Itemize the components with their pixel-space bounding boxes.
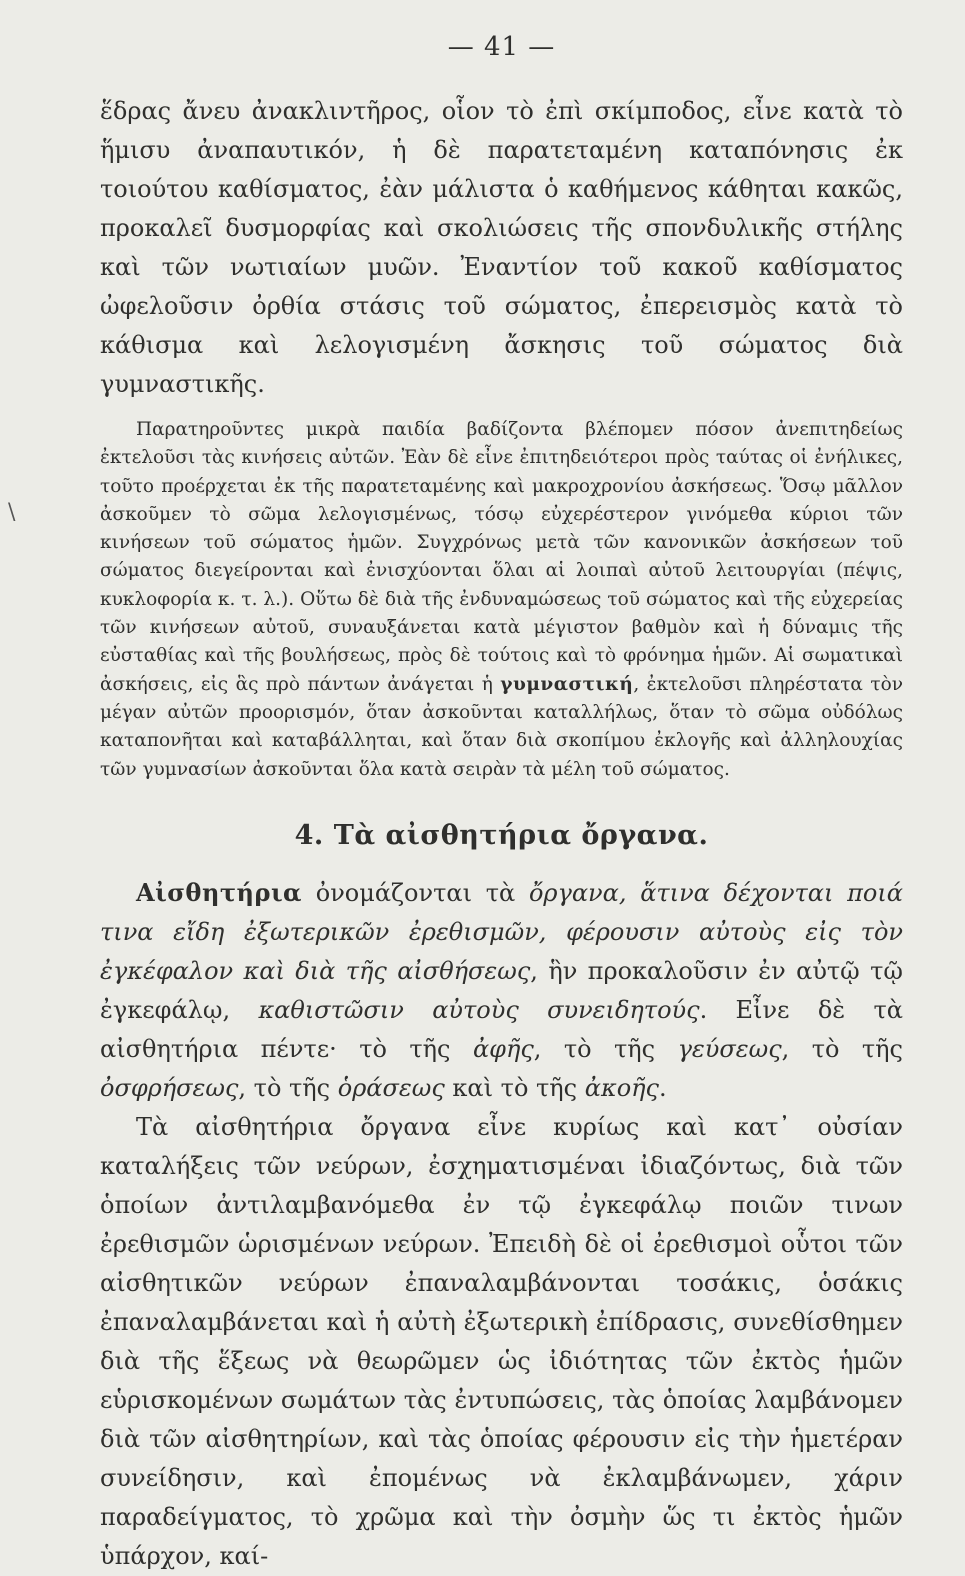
para1-text-3: . Εἶνε δὲ τὰ αἰσθητήρια πέντε· τὸ τῆς — [100, 995, 904, 1063]
hearing-term: ἀκοῆς — [584, 1073, 659, 1102]
margin-pencil-mark: \ — [8, 500, 16, 525]
section-heading: 4. Τὰ αἰσθητήρια ὄργανα. — [294, 819, 709, 851]
para1-text-2: , ἣν προκαλοῦσιν ἐν αὐτῷ τῷ ἐγκεφάλῳ, — [100, 956, 903, 1024]
para1-text-1: ὀνομάζονται τὰ — [302, 878, 529, 907]
sense-organs-term: Αἰσθητήρια — [136, 877, 303, 907]
intro-paragraph: ἕδρας ἄνευ ἀνακλιντῆρος, οἷον τὸ ἐπὶ σκίμποδος, εἶνε κατὰ τὸ ἥμισυ ἀναπαυτικόν, ἡ δὲ παρατεταμένη καταπόνησις ἐκ τοιούτου καθίσματος, ἐὰν μάλιστα ὁ καθήμενος κάθηται κακῶς, προκαλεῖ δυσμορφίας καὶ σκολιώσεις τῆς σπονδυλικῆς στήλης καὶ τῶν νωτιαίων μυῶν. Ἐναντίον τοῦ κακοῦ καθίσματος ὠφελοῦσιν ὀρθία στάσις τοῦ σώματος, ἐπερεισμὸς κατὰ τὸ κάθισμα καὶ λελογισμένη ἄσκησις τοῦ σώματος διὰ γυμναστικῆς. — [100, 97, 903, 398]
sight-term: ὁράσεως — [337, 1073, 445, 1102]
page-number: — 41 — — [447, 32, 556, 62]
smell-term: ὀσφρήσεως — [100, 1073, 239, 1102]
sense-organs-definition-paragraph — [100, 873, 903, 1108]
gymnastics-term: γυμναστική — [500, 673, 634, 695]
para1-text-8: . — [658, 1073, 667, 1102]
small-paragraph-text-2: , ἐκτελοῦσι πληρέστατα τὸν μέγαν αὐτῶν προορισμόν, ὅταν ἀσκοῦνται καταλλήλως, ὅταν τὸ σῶμα οὐδόλως καταπονῆται καὶ καταβάλληται, καὶ ὅταν διὰ σκοπίμου ἐκλογῆς καὶ ἀλληλουχίας τῶν γυμνασίων ἀσκοῦνται ὅλα κατὰ σειρὰν τὰ μέλη τοῦ σώματος. — [100, 673, 904, 780]
sense-organs-nerves-paragraph: Τὰ αἰσθητήρια ὄργανα εἶνε κυρίως καὶ κατ᾽ οὐσίαν καταλήξεις τῶν νεύρων, ἐσχηματισμέναι ἰδιαζόντως, διὰ τῶν ὁποίων ἀντιλαμβανόμεθα ἐν τῷ ἐγκεφάλῳ ποιῶν τινων ἐρεθισμῶν ὡρισμένων νεύρων. Ἐπειδὴ δὲ οἱ ἐρεθισμοὶ οὗτοι τῶν αἰσθητικῶν νεύρων ἐπαναλαμβάνονται τοσάκις, ὁσάκις ἐπαναλαμβάνεται καὶ ἡ αὐτὴ ἐξωτερικὴ ἐπίδρασις, συνεθίσθημεν διὰ τῆς ἕξεως νὰ θεωρῶμεν ὡς ἰδιότητας τῶν ἐκτὸς ἡμῶν εὑρισκομένων σωμάτων τὰς ἐντυπώσεις, τὰς ὁποίας λαμβάνομεν διὰ τῶν αἰσθητηρίων, καὶ τὰς ὁποίας φέρουσιν εἰς τὴν ἡμετέραν συνείδησιν, καὶ ἐπομένως νὰ ἐκλαμβάνωμεν, χάριν παραδείγματος, τὸ χρῶμα καὶ τὴν ὀσμὴν ὥς τι ἐκτὸς ἡμῶν ὑπάρχον, καί- — [100, 1112, 903, 1570]
para1-text-5: , τὸ τῆς — [781, 1034, 903, 1063]
para1-text-7: καὶ τὸ τῆς — [444, 1073, 585, 1102]
para1-text-4: , τὸ τῆς — [533, 1034, 678, 1063]
small-paragraph-text-1: Παρατηροῦντες μικρὰ παιδία βαδίζοντα βλέπομεν πόσον ἀνεπιτηδείως ἐκτελοῦσι τὰς κινήσεις αὐτῶν. Ἐὰν δὲ εἶνε ἐπιτηδειότεροι πρὸς ταύτας οἱ ἐνήλικες, τοῦτο προέρχεται ἐκ τῆς παρατεταμένης καὶ μακροχρονίου ἀσκήσεως. Ὅσῳ μᾶλλον ἀσκοῦμεν τὸ σῶμα λελογισμένως, τόσῳ εὐχερέστερον γινόμεθα κύριοι τῶν κινήσεων τοῦ σώματος ἡμῶν. Συγχρόνως μετὰ τῶν κανονικῶν ἀσκήσεων τοῦ σώματος διεγείρονται καὶ ἐνισχύονται ὅλαι αἱ λοιπαὶ αὐτοῦ λειτουργίαι (πέψις, κυκλοφορία κ. τ. λ.). Οὕτω δὲ διὰ τῆς ἐνδυναμώσεως τοῦ σώματος καὶ τῆς εὐχερείας τῶν κινήσεων αὐτοῦ, συναυξάνεται κατὰ μέγιστον βαθμὸν καὶ ἡ δύναμις τῆς εὐσταθίας καὶ τῆς βουλήσεως, πρὸς δὲ τούτοις καὶ τὸ φρόνημα ἡμῶν. Αἱ σωματικαὶ ἀσκήσεις, εἰς ἃς πρὸ πάντων ἀνάγεται ἡ — [100, 419, 903, 695]
para1-italic-1: ὄργανα, ἅτινα δέχονται ποιά τινα εἴδη ἐξωτερικῶν ἐρεθισμῶν, φέρουσιν αὐτοὺς εἰς τὸν ἐγκέφαλον καὶ διὰ τῆς αἰσθήσεως — [100, 878, 903, 985]
small-print-paragraph — [100, 416, 903, 784]
para1-text-6: , τὸ τῆς — [238, 1073, 338, 1102]
taste-term: γεύσεως — [677, 1034, 782, 1063]
touch-term: ἀφῆς — [472, 1034, 534, 1063]
para1-italic-2: καθιστῶσιν αὐτοὺς συνειδητούς — [258, 995, 700, 1024]
